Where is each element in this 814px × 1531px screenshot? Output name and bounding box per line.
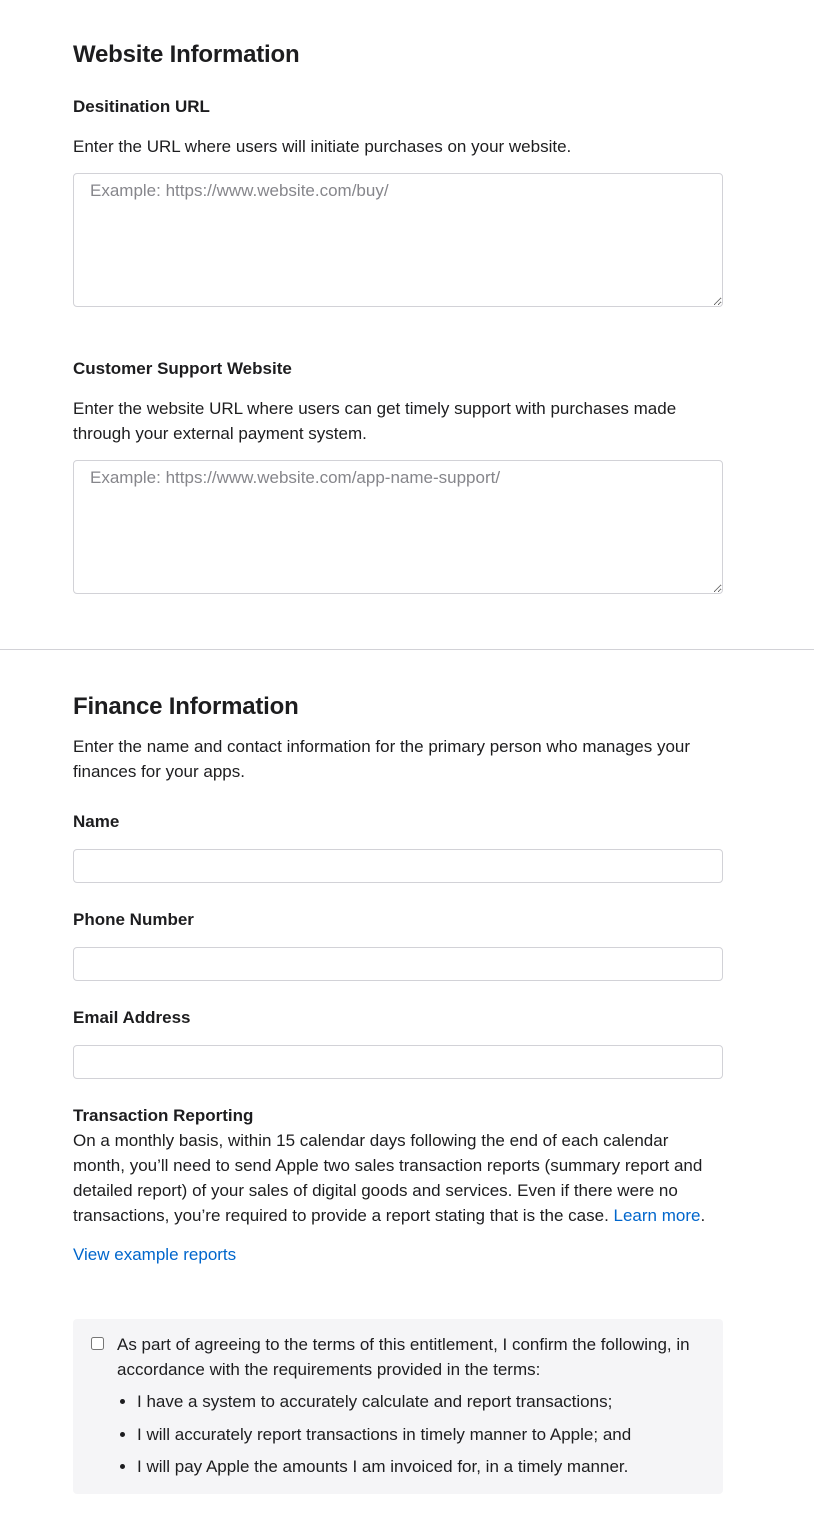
phone-number-input[interactable]	[73, 947, 723, 981]
finance-information-description: Enter the name and contact information for the primary person who manages your finances for your apps.	[73, 737, 691, 781]
learn-more-link[interactable]: Learn more	[613, 1206, 701, 1225]
email-address-input[interactable]	[73, 1045, 723, 1079]
transaction-reporting-label: Transaction Reporting	[73, 1106, 254, 1125]
agreement-item: • I will accurately report transactions in timely manner to Apple; and	[137, 1422, 707, 1447]
transaction-reporting-group	[73, 1105, 723, 1267]
website-information-heading: Website Information	[73, 41, 300, 68]
section-divider	[0, 649, 814, 650]
customer-support-label: Customer Support Website	[73, 359, 292, 378]
customer-support-input[interactable]	[73, 460, 723, 594]
agreement-text	[117, 1332, 707, 1487]
phone-number-label: Phone Number	[73, 910, 194, 929]
transaction-reporting-body	[73, 1128, 723, 1228]
website-information-section	[73, 40, 723, 70]
destination-url-group	[73, 96, 723, 307]
agreement-item: • I have a system to accurately calculate and report transactions;	[137, 1389, 707, 1414]
finance-information-section	[73, 692, 723, 784]
name-group	[73, 811, 723, 883]
destination-url-input[interactable]	[73, 173, 723, 307]
view-example-reports-link[interactable]: View example reports	[73, 1245, 237, 1264]
customer-support-group	[73, 358, 723, 594]
phone-group	[73, 909, 723, 981]
destination-url-description: Enter the URL where users will initiate purchases on your website.	[73, 137, 572, 156]
agreement-checkbox[interactable]	[91, 1337, 104, 1350]
learn-more-period: .	[700, 1206, 706, 1225]
agreement-intro: As part of agreeing to the terms of this entitlement, I confirm the following, in accordance with the requirements provided in the terms:	[117, 1335, 690, 1379]
name-input[interactable]	[73, 849, 723, 883]
email-address-label: Email Address	[73, 1008, 191, 1027]
agreement-panel	[73, 1319, 723, 1494]
finance-information-heading: Finance Information	[73, 693, 299, 720]
agreement-list	[117, 1389, 707, 1479]
destination-url-label: Desitination URL	[73, 97, 210, 116]
email-group	[73, 1007, 723, 1079]
agreement-item: • I will pay Apple the amounts I am invoiced for, in a timely manner.	[137, 1454, 707, 1479]
customer-support-description: Enter the website URL where users can get timely support with purchases made through your external payment system.	[73, 399, 677, 443]
name-label: Name	[73, 812, 120, 831]
transaction-reporting-text: On a monthly basis, within 15 calendar days following the end of each calendar month, you’ll need to send Apple two sales transaction reports (summary report and detailed report) of your sales of digital goods and services. Even if there were no transactions, you’re required to provide a report stating that is the case.	[73, 1131, 703, 1225]
